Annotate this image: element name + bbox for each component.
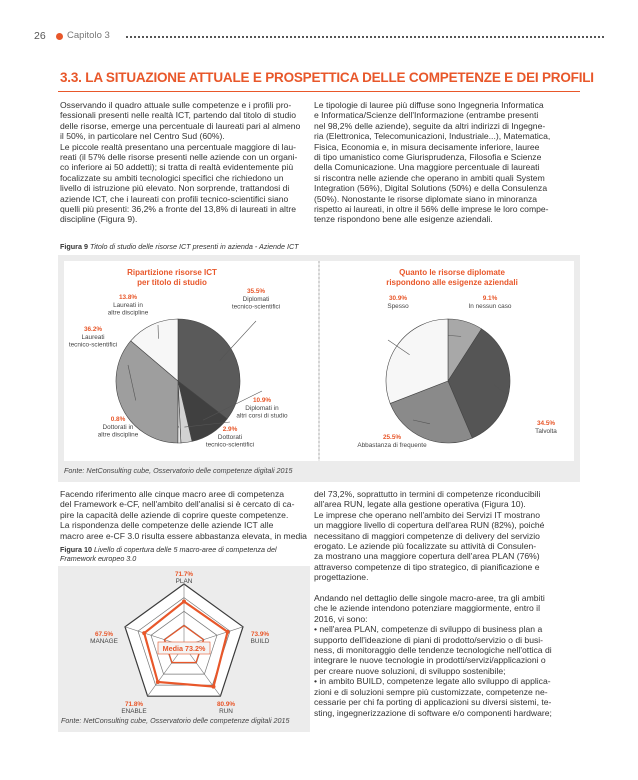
text-line: 2016, vi sono: (314, 613, 368, 624)
radar-value-label: 73.9% (250, 631, 270, 638)
text-line: macro aree e-CF 3.0 risulta essere abbastanza elevata, in media (60, 530, 307, 541)
radar-point (142, 631, 146, 635)
pie2-slice-label: Abbastanza di frequente (357, 442, 427, 449)
figure9-box (58, 255, 580, 482)
pie2-title-line1: Quanto le risorse diplomate (399, 268, 505, 277)
figure9-caption (60, 242, 580, 251)
pie2-slice-label: Talvolta (535, 428, 557, 435)
pie1-value-label: 35.5% (246, 288, 266, 295)
text-line: zioni e di soluzioni sempre più customizzate, competenze ne- (314, 686, 548, 697)
pie1-title-line2: per titolo di studio (137, 278, 207, 287)
text-line: e Informatica/Scienze dell'Informazione (entrambe presenti (314, 110, 539, 121)
text-line: livello di istruzione più elevato. Non sorprende, trattandosi di (60, 183, 290, 194)
radar-point (182, 600, 186, 604)
figure10-caption-line1: Livello di copertura delle 5 macro-aree di competenza del (93, 545, 277, 554)
text-line: nel 98,2% delle aziende), seguite da altri indirizzi di Ingegne- (314, 120, 546, 131)
pie1-title-line1: Ripartizione risorse ICT (127, 268, 217, 277)
lower-right-column (314, 489, 580, 718)
section-title: 3.3. LA SITUAZIONE ATTUALE E PROSPETTICA DELLE COMPETENZE E DEI PROFILI (60, 70, 594, 85)
text-line: della Comunicazione. Una maggiore percentuale di laureati (314, 162, 540, 173)
figure9-caption-text: Titolo di studio delle risorse ICT presenti in azienda - Aziende ICT (89, 242, 299, 251)
text-line: Facendo riferimento alle cinque macro aree di competenza (60, 489, 285, 499)
radar-value-label: 71.8% (124, 701, 144, 708)
header-dotted-rule (126, 36, 604, 38)
pie1-slice-label: Laureati (81, 334, 105, 341)
figure9-label: Figura 9 (60, 242, 88, 251)
text-line: delle risorse, emerge una percentuale di laureati pari al almeno (60, 120, 301, 131)
page-header (34, 30, 604, 44)
text-line: • in ambito BUILD, competenze legate allo sviluppo di applica- (314, 676, 551, 687)
figure10-label: Figura 10 (60, 545, 92, 554)
text-line: Le imprese che operano nell'ambito dei Servizi IT mostrano (314, 509, 540, 520)
pie1-slice-label: altre discipline (97, 431, 139, 439)
text-line: un maggiore livello di copertura dell'area RUN (82%), poiché (314, 520, 545, 531)
text-line: Le piccole realtà presentano una percentuale maggiore di lau- (60, 141, 297, 152)
figure10-source: Fonte: NetConsulting cube, Osservatorio delle competenze digitali 2015 (61, 716, 290, 725)
pie2-value-label: 30.9% (388, 295, 408, 302)
text-line: co inferiore ai 50 addetti); si tratta di realtà evidentemente più (60, 162, 294, 173)
pie1-value-label: 0.8% (110, 416, 126, 423)
pie2-title-line2: rispondono alle esigenze aziendali (386, 278, 518, 287)
text-line (314, 583, 580, 593)
text-line: attraverso competenze di tipo strategico, di pianificazione e (314, 561, 540, 572)
text-line: fessionali presenti nelle realtà ICT, partendo dal titolo di studio (60, 110, 296, 121)
text-line: di tipo umanistico come Giurisprudenza, Filosofia e Scienze (314, 152, 542, 163)
text-line: Osservando il quadro attuale sulle competenze e i profili pro- (60, 100, 292, 110)
pie1-slice-label: Dottorati (217, 434, 243, 441)
accent-dot-icon (56, 33, 63, 40)
text-line: Integration (56%), Digital Solutions (50%) e della Consulenza (314, 183, 548, 194)
radar-category-label: PLAN (175, 578, 193, 585)
text-line: Fisica, Economia e, in misura decisamente inferiore, lauree (314, 141, 540, 152)
pie1-slice-label: Diplomati (242, 296, 270, 303)
pie2-value-label: 34.5% (536, 420, 556, 427)
text-line: La rispondenza delle competenze delle aziende ICT alle (60, 520, 274, 531)
text-line: rispetto ai laureati, in oltre il 56% delle imprese le loro compe- (314, 204, 549, 215)
figure10-chart (58, 566, 310, 732)
text-line: focalizzate su ambiti tecnologici specifici che richiedono un (60, 172, 284, 183)
text-line: pire la capacità delle aziende di coprire queste competenze. (60, 509, 289, 520)
chapter-label: Capitolo 3 (67, 30, 110, 41)
pie1-slice-label: altri corsi di studio (236, 412, 288, 420)
text-line: za mostrano una maggiore copertura dell'area PLAN (76%) (314, 551, 540, 562)
text-line: all'area RUN, legate alla gestione operativa (Figura 10). (314, 499, 526, 510)
pie2-slice-label: Spesso (387, 303, 409, 310)
text-line: progettazione. (314, 572, 369, 583)
text-line: supporto dell'ideazione di piani di prodotto/servizio o di busi- (314, 634, 544, 645)
intro-left-column (60, 100, 307, 225)
pie1-value-label: 2.9% (222, 426, 238, 433)
radar-category-label: RUN (219, 708, 233, 715)
pie1-value-label: 13.8% (118, 294, 138, 301)
radar-category-label: ENABLE (121, 708, 147, 715)
radar-point (226, 630, 230, 634)
text-line: cessarie per chi fa porting di applicazioni su diversi sistemi, te- (314, 697, 552, 708)
text-line: integrare le nuove tecnologie in prodotti/servizi/applicazioni o (314, 655, 546, 666)
pie2-value-label: 25.5% (382, 434, 402, 441)
text-line: ness, di monitoraggio delle tendenze tecnologiche nell'ottica di (314, 645, 552, 656)
pie1-slice-label: tecnico-scientifici (205, 441, 255, 449)
radar-value-label: 67.5% (94, 631, 114, 638)
pie1-slice-label: Laureati in (113, 302, 143, 309)
radar-average-label: Media 73.2% (162, 644, 206, 653)
pie1-slice-label: altre discipline (107, 309, 149, 317)
pie2-value-label: 9.1% (482, 295, 498, 302)
text-line: Le tipologie di lauree più diffuse sono Ingegneria Informatica (314, 100, 544, 110)
radar-point (156, 680, 160, 684)
radar-value-label: 71.7% (174, 571, 194, 578)
figure10-caption-line2: Framework europeo 3.0 (60, 554, 137, 563)
pie2-slice-label: In nessun caso (468, 303, 512, 310)
text-line: del Framework e-CF, nell'ambito dell'analisi si è cercato di ca- (60, 499, 295, 510)
pie1-slice-label: Diplomati in (245, 405, 279, 412)
radar-value-label: 80.9% (216, 701, 236, 708)
text-line: il 50%, in particolare nel Centro Sud (60%). (60, 131, 225, 142)
text-line: Andando nel dettaglio delle singole macro-aree, tra gli ambiti (314, 593, 545, 604)
text-line: discipline (Figura 9). (60, 214, 138, 225)
text-line: quelli più presenti: 36,2% a fronte del 13,8% di laureati in altre (60, 204, 296, 215)
text-line: che le aziende intendono potenziare maggiormente, entro il (314, 603, 540, 614)
text-line: tenze rispondono bene alle esigenze aziendali. (314, 214, 493, 225)
intro-right-column (314, 100, 580, 225)
text-line: sting, ingegnerizzazione di software e/o componenti hardware; (314, 707, 552, 718)
radar-group (90, 571, 270, 715)
text-line: per creare nuove soluzioni, di sviluppo sostenibile; (314, 665, 506, 676)
text-line: • nell'area PLAN, competenze di sviluppo di business plan a (314, 624, 543, 635)
text-line: si riscontra nelle aziende che operano in ambiti quali System (314, 172, 545, 183)
pie1-slice-label: Dottorati in (102, 424, 134, 431)
pie1-value-label: 36.2% (83, 326, 103, 333)
pie1-slice-label: tecnico-scientifici (231, 303, 281, 311)
title-rule (58, 91, 580, 92)
pie1-slice-label: tecnico-scientifici (68, 341, 118, 349)
text-line: (50%). Nonostante le risorse diplomate siano in minoranza (314, 193, 538, 204)
figure10-box (58, 566, 310, 732)
page-number: 26 (34, 30, 46, 42)
text-line: reati (il 57% delle risorse presenti nelle aziende con un organi- (60, 152, 298, 163)
text-line: del 73,2%, soprattutto in termini di competenze riconducibili (314, 489, 541, 499)
text-line: erogato. Le aziende più focalizzate su attività di Consulen- (314, 541, 537, 552)
lower-left-column (60, 489, 307, 541)
figure9-chart (58, 255, 580, 482)
text-line: necessitano di maggiori competenze di delivery del servizio (314, 530, 540, 541)
radar-category-label: BUILD (250, 638, 270, 645)
radar-point (211, 685, 215, 689)
figure10-caption (60, 545, 310, 563)
figure9-source: Fonte: NetConsulting cube, Osservatorio delle competenze digitali 2015 (64, 466, 293, 475)
radar-category-label: MANAGE (90, 638, 118, 645)
pie1-value-label: 10.9% (252, 397, 272, 404)
text-line: ria (Elettronica, Telecomunicazioni, Industriale...), Matematica, (314, 131, 551, 142)
text-line: aziende ICT, che i laureati con profili tecnico-scientifici siano (60, 193, 289, 204)
